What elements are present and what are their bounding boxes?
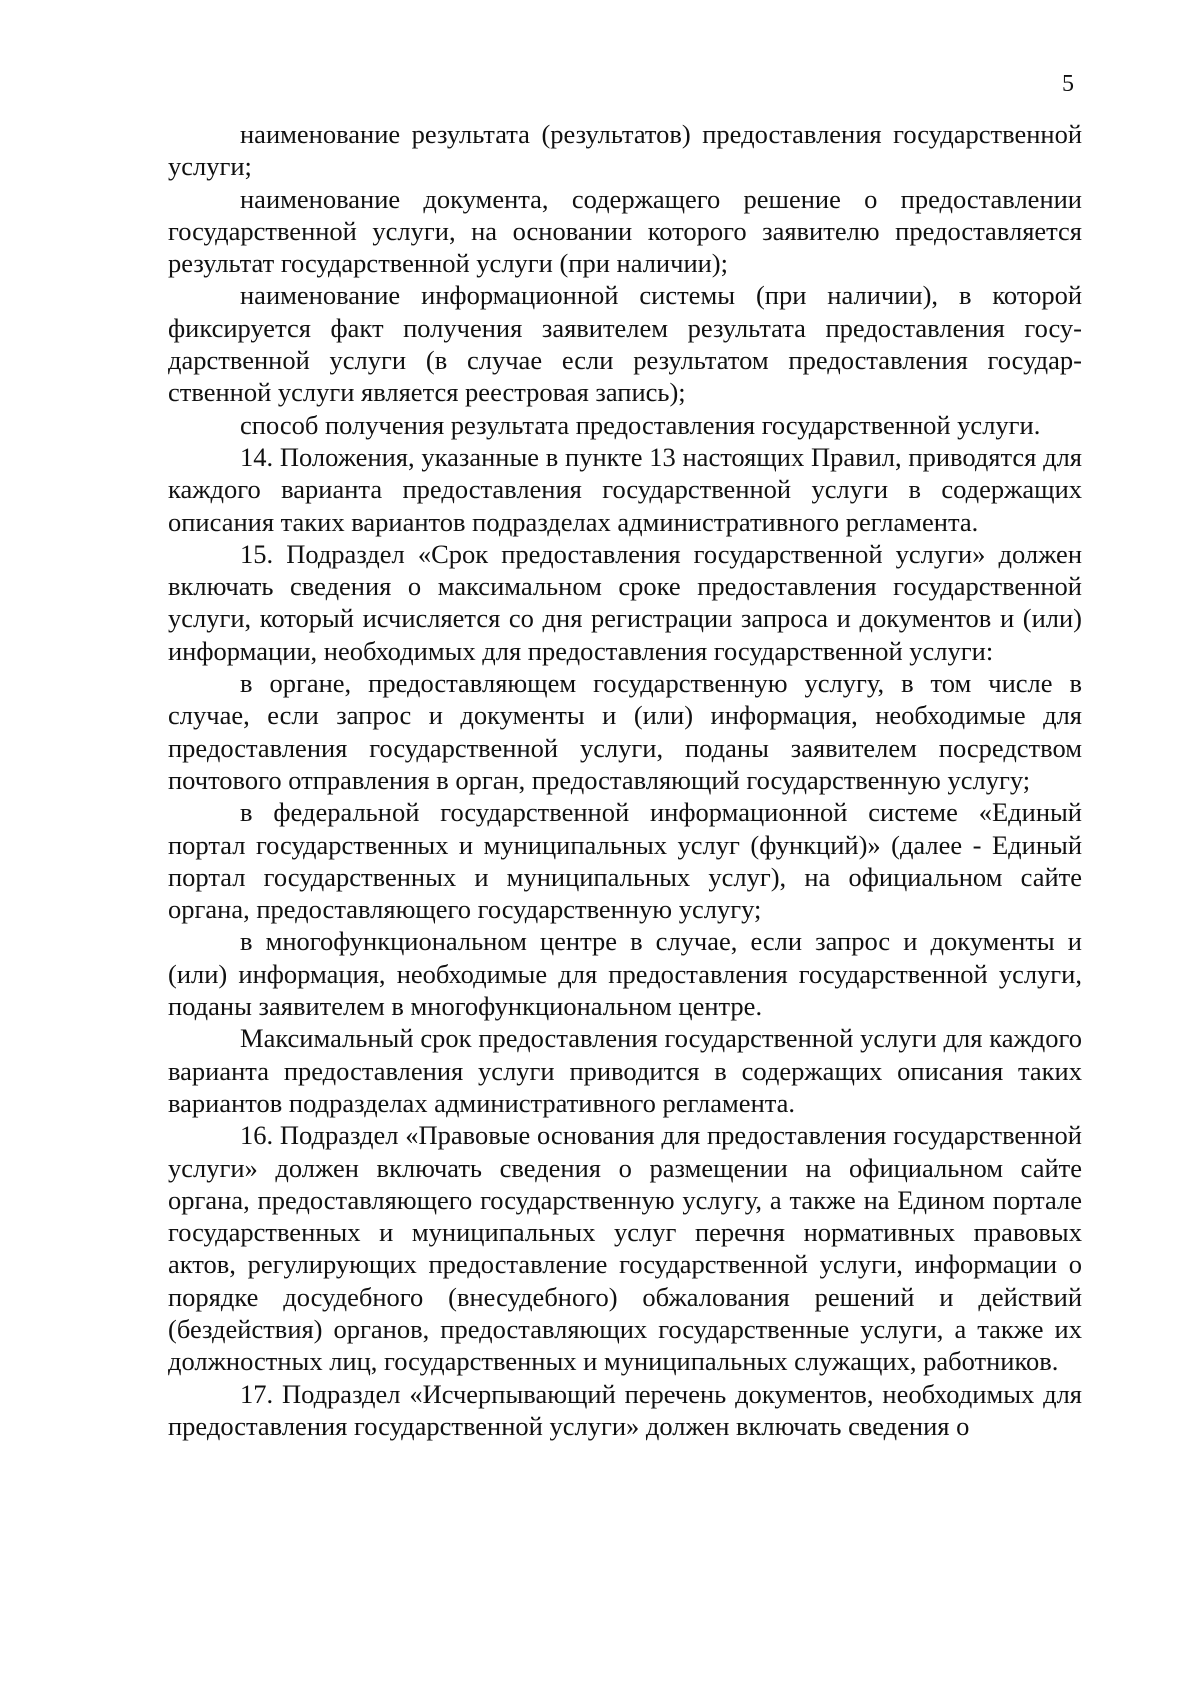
paragraph-unified-portal: в федеральной государственной информационной системе «Единый портал государственных и муниципальных услуг (функций)» (далее - Единый портал государственных и муниципальных услуг), на официальном сайте органа, предоставляющего государственную услугу; xyxy=(168,797,1082,925)
paragraph-in-authority: в органе, предоставляющем государственную услугу, в том числе в случае, если запрос и документы и (или) информация, необходимые для предоставления государственной услуги, поданы заявителем посредством почтового отправления в орган, предоставляющий государственную услугу; xyxy=(168,668,1082,795)
paragraph-item-15: 15. Подраздел «Срок предоставления государственной услуги» должен включать сведения о максимальном сроке предоставления государственной услуги, который исчисляется со дня регистрации запроса и документов и (или) информации, необходимых для предоставления государственной услуги: xyxy=(168,538,1082,666)
paragraph-receipt-method: способ получения результата предоставления государственной услуги. xyxy=(240,409,1041,440)
paragraph-item-16: 16. Подраздел «Правовые основания для предоставления государственной услуги» должен включать сведения о размещении на официальном сайте органа, предоставляющего государственную услугу, а также на Едином портале государственных и муниципальных услуг перечня нормативных правовых актов, регулирующих предоставление государственной услуги, информации о порядке досудебного (внесудебного) обжалования решений и действий (бездействия) органов, предоставляющих государственные услуги, а также их должностных лиц, государственных и муниципальных служащих, работников. xyxy=(168,1120,1082,1377)
paragraph-item-14: 14. Положения, указанные в пункте 13 настоящих Правил, приводятся для каждого варианта предоставления государственной услуги в содержащих описания таких вариантов подразделах административного регламента. xyxy=(168,441,1082,537)
paragraph-max-term: Максимальный срок предоставления государственной услуги для каждого варианта предоставления услуги приводится в содержащих описания таких вариантов подразделах административного регламента. xyxy=(168,1023,1082,1118)
page-number: 5 xyxy=(1062,71,1074,97)
paragraph-decision-document: наименование документа, содержащего решение о предоставлении государственной услуги, на основании которого заявителю предоставляется результат государственной услуги (при наличии); xyxy=(168,183,1082,279)
paragraph-information-system: наименование информационной системы (при наличии), в которой фиксируется факт получения заявителем результата предоставления государственной услуги (в случае если результатом предоставления государственной услуги является реестровая запись); xyxy=(168,280,1082,408)
paragraph-result-name: наименование результата (результатов) предоставления государственной услуги; xyxy=(168,119,1082,182)
document-body xyxy=(168,118,1082,1442)
paragraph-mfc: в многофункциональном центре в случае, если запрос и документы и (или) информация, необходимые для предоставления государственной услуги, поданы заявителем в многофункциональном центре. xyxy=(168,926,1082,1022)
paragraph-item-17: 17. Подраздел «Исчерпывающий перечень документов, необходимых для предоставления государственной услуги» должен включать сведения о xyxy=(168,1378,1082,1441)
